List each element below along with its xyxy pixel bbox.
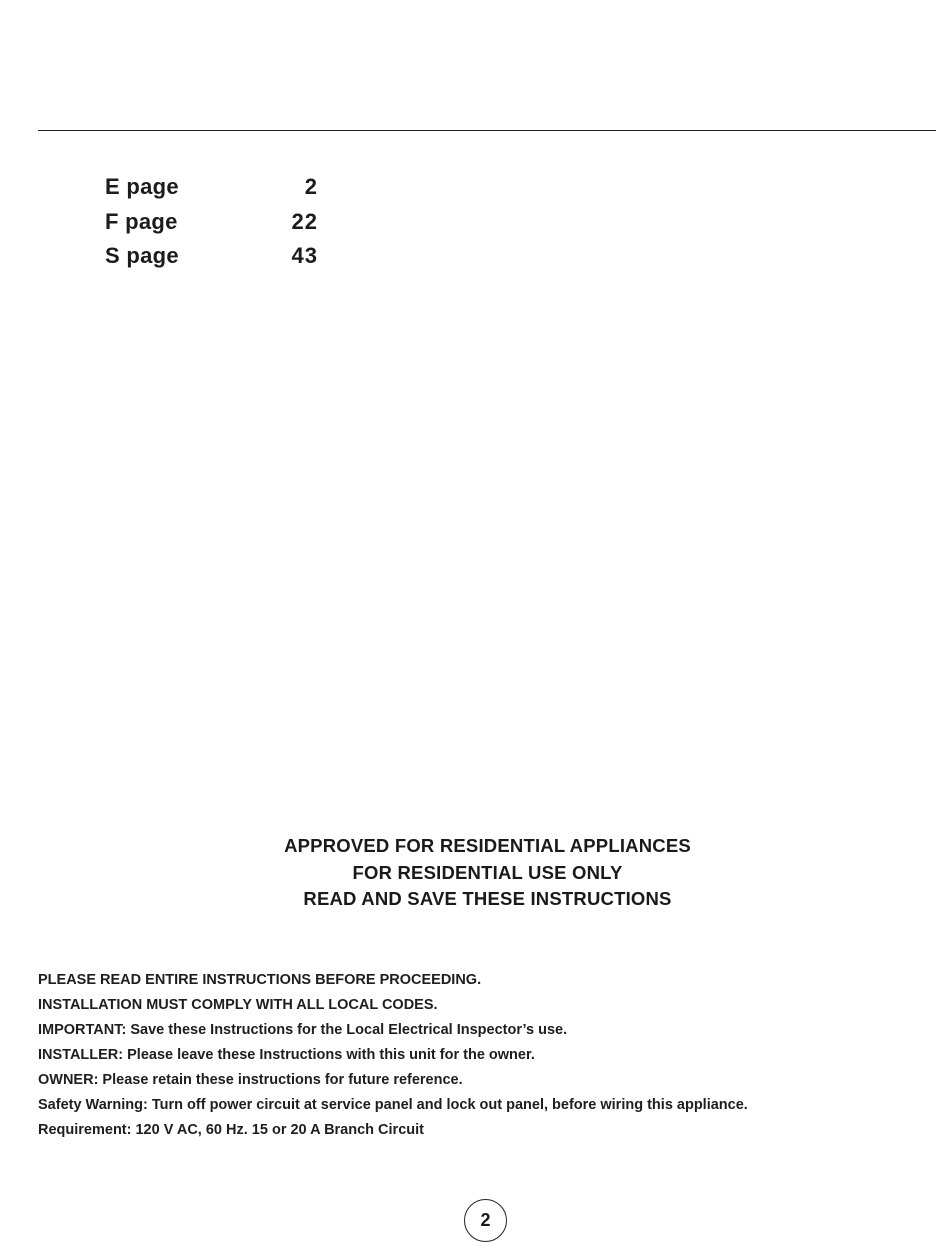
note-safety-warning: Safety Warning: Turn off power circuit at service panel and lock out panel, before wiring this appliance.	[38, 1097, 748, 1113]
toc-label: S page	[105, 243, 179, 268]
toc-page-number: 2	[304, 174, 318, 199]
toc-label: F page	[105, 208, 178, 234]
installation-notes	[38, 968, 938, 1143]
approval-headings	[0, 833, 950, 913]
top-divider	[38, 130, 936, 131]
note-owner: OWNER: Please retain these instructions for future reference.	[38, 1072, 463, 1088]
page-number-badge: 2	[464, 1199, 507, 1242]
note-installer: INSTALLER: Please leave these Instructions with this unit for the owner.	[38, 1047, 535, 1063]
note-important: IMPORTANT: Save these Instructions for the Local Electrical Inspector’s use.	[38, 1022, 568, 1038]
toc-label: E page	[105, 174, 179, 199]
language-index	[105, 170, 335, 274]
note-local-codes: INSTALLATION MUST COMPLY WITH ALL LOCAL CODES.	[38, 997, 438, 1013]
toc-row-english[interactable]	[105, 170, 335, 205]
toc-row-french[interactable]	[105, 205, 335, 240]
note-read-entire: PLEASE READ ENTIRE INSTRUCTIONS BEFORE PROCEEDING.	[38, 972, 482, 988]
heading-approved: APPROVED FOR RESIDENTIAL APPLIANCES	[284, 835, 691, 856]
toc-page-number: 43	[291, 243, 318, 268]
toc-row-spanish[interactable]	[105, 239, 335, 274]
note-requirement: Requirement: 120 V AC, 60 Hz. 15 or 20 A Branch Circuit	[38, 1122, 424, 1138]
heading-read-save: READ AND SAVE THESE INSTRUCTIONS	[303, 888, 672, 909]
toc-page-number: 22	[291, 208, 318, 234]
heading-residential-use: FOR RESIDENTIAL USE ONLY	[352, 861, 623, 883]
